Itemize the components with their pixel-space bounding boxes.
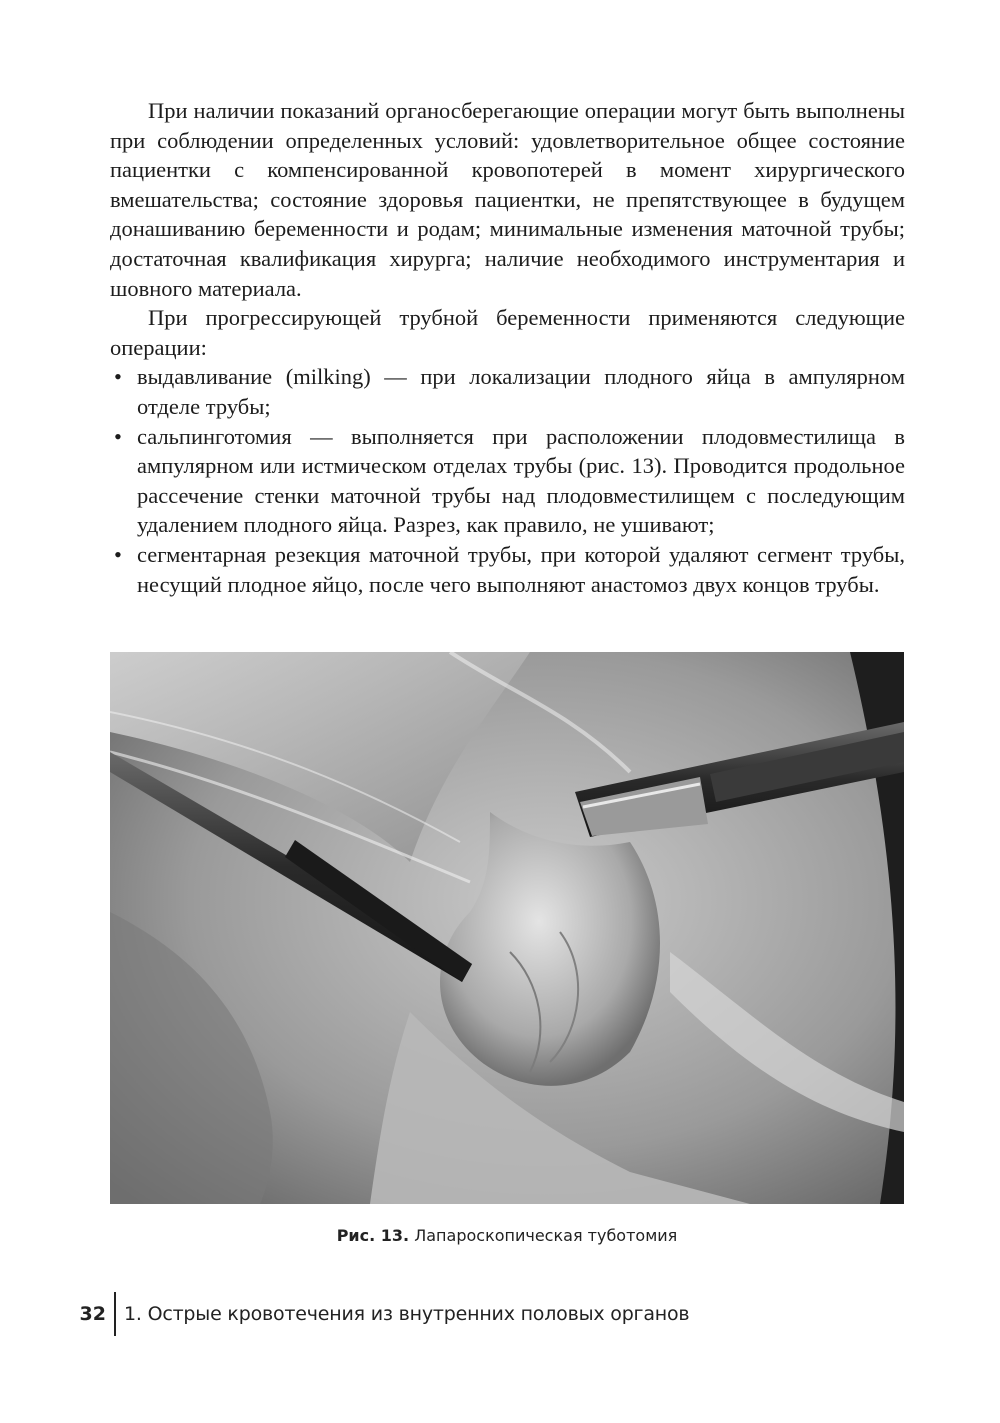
page-footer <box>60 1290 689 1338</box>
footer-divider <box>114 1292 116 1336</box>
laparoscopy-photo <box>110 652 904 1204</box>
paragraph: При прогрессирующей трубной беременности применяются следующие операции: <box>110 305 905 360</box>
running-head: 1. Острые кровотечения из внутренних половых органов <box>124 1303 690 1325</box>
list-item: • сегментарная резекция маточной трубы, при которой удаляют сегмент трубы, несущий плодное яйцо, после чего выполняют анастомоз двух концов трубы. <box>110 540 905 599</box>
list-item: • выдавливание (milking) — при локализации плодного яйца в ампулярном отделе трубы; <box>110 362 905 421</box>
figure-caption-text: Лапароскопическая туботомия <box>414 1226 678 1245</box>
bullet-list <box>110 362 905 599</box>
figure-label: Рис. 13. <box>336 1226 410 1245</box>
laparoscopy-illustration <box>110 652 904 1204</box>
page-number: 32 <box>79 1303 106 1325</box>
paragraph: При наличии показаний органосберегающие операции могут быть выполнены при соблюдении определенных условий: удовлетворительное общее состояние пациентки с компенсированной кровопотерей в момент хирургического вмешательства; состояние здоровья пациентки, не препятствующее в будущем донашиванию беременности и родам; минимальные изменения маточной трубы; достаточная квалификация хирурга; наличие необходимого инструментария и шовного материала. <box>110 98 905 301</box>
list-item: • сальпинготомия — выполняется при расположении плодовместилища в ампулярном или истмическом отделах трубы (рис. 13). Проводится продольное рассечение стенки маточной трубы над плодовместилищем с последующим удалением плодного яйца. Разрез, как правило, не ушивают; <box>110 422 905 540</box>
body-text <box>110 96 905 599</box>
figure-caption <box>110 1226 904 1245</box>
